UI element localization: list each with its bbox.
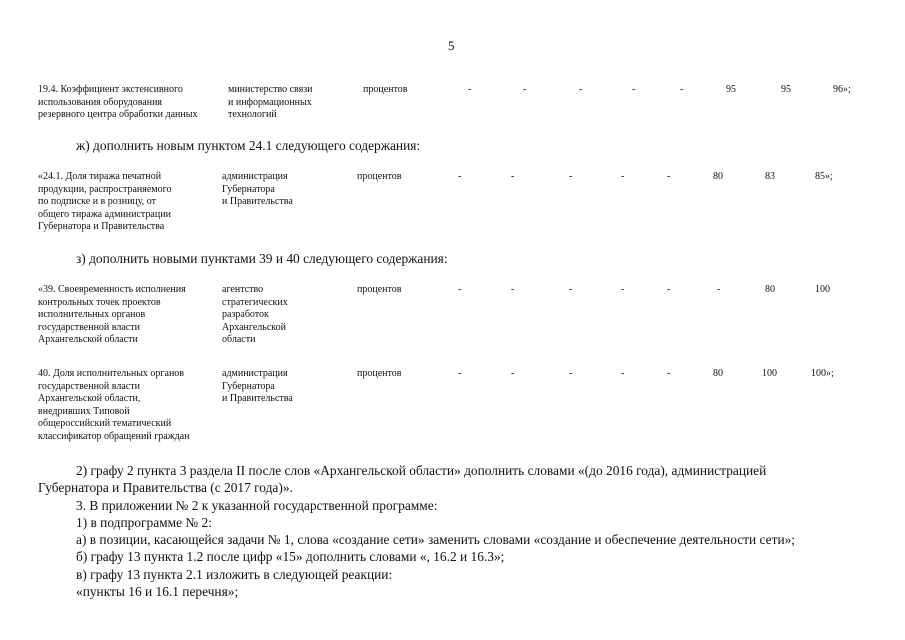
value-cell: 95 bbox=[781, 84, 791, 95]
page-number: 5 bbox=[448, 38, 455, 53]
value-cell: 80 bbox=[713, 368, 723, 379]
value-cell: 100»; bbox=[811, 368, 834, 379]
value-cell: - bbox=[569, 368, 573, 379]
value-cell: - bbox=[621, 171, 625, 182]
paragraph-zh: ж) дополнить новым пунктом 24.1 следующего содержания: bbox=[76, 138, 421, 153]
value-cell: 85»; bbox=[815, 171, 833, 182]
paragraph-2-line2: Губернатора и Правительства (с 2017 года)». bbox=[38, 480, 293, 495]
value-cell: - bbox=[511, 368, 515, 379]
value-cell: 80 bbox=[765, 284, 775, 295]
value-cell: - bbox=[717, 284, 721, 295]
value-cell: 95 bbox=[726, 84, 736, 95]
value-cell: 96»; bbox=[833, 84, 851, 95]
indicator-name: 40. Доля исполнительных органов государственной власти Архангельской области, внедривших Типовой общероссийский тематический классификатор обращений граждан bbox=[38, 368, 190, 442]
unit: процентов bbox=[357, 284, 402, 295]
unit: процентов bbox=[357, 171, 402, 182]
indicator-name: «24.1. Доля тиража печатной продукции, распространяемого по подписке и в розницу, от общего тиража администрации Губернатора и Правительства bbox=[38, 171, 172, 232]
value-cell: - bbox=[468, 84, 472, 95]
paragraph-3-v: в) графу 13 пункта 2.1 изложить в следующей реакции: bbox=[76, 567, 393, 582]
indicator-name: «39. Своевременность исполнения контрольных точек проектов исполнительных органов государственной власти Архангельской области bbox=[38, 284, 186, 345]
value-cell: 80 bbox=[713, 171, 723, 182]
value-cell: - bbox=[632, 84, 636, 95]
value-cell: - bbox=[458, 284, 462, 295]
executor: администрация Губернатора и Правительства bbox=[222, 368, 293, 404]
unit: процентов bbox=[357, 368, 402, 379]
value-cell: - bbox=[667, 171, 671, 182]
value-cell: - bbox=[621, 368, 625, 379]
value-cell: 100 bbox=[762, 368, 777, 379]
paragraph-3: 3. В приложении № 2 к указанной государственной программе: bbox=[76, 498, 438, 513]
paragraph-z: з) дополнить новыми пунктами 39 и 40 следующего содержания: bbox=[76, 251, 448, 266]
value-cell: - bbox=[511, 284, 515, 295]
indicator-name: 19.4. Коэффициент экстенсивного использования оборудования резервного центра обработки данных bbox=[38, 84, 198, 120]
paragraph-3-1: 1) в подпрограмме № 2: bbox=[76, 515, 212, 530]
value-cell: - bbox=[680, 84, 684, 95]
value-cell: - bbox=[458, 368, 462, 379]
value-cell: - bbox=[667, 284, 671, 295]
value-cell: 83 bbox=[765, 171, 775, 182]
value-cell: - bbox=[569, 171, 573, 182]
executor: администрация Губернатора и Правительства bbox=[222, 171, 293, 207]
unit: процентов bbox=[363, 84, 408, 95]
executor: министерство связи и информационных технологий bbox=[228, 84, 313, 120]
value-cell: - bbox=[579, 84, 583, 95]
value-cell: - bbox=[621, 284, 625, 295]
paragraph-3-a: а) в позиции, касающейся задачи № 1, слова «создание сети» заменить словами «создание и обеспечение деятельности сети»; bbox=[76, 532, 796, 547]
value-cell: 100 bbox=[815, 284, 830, 295]
value-cell: - bbox=[458, 171, 462, 182]
executor: агентство стратегических разработок Архангельской области bbox=[222, 284, 288, 345]
value-cell: - bbox=[569, 284, 573, 295]
value-cell: - bbox=[511, 171, 515, 182]
paragraph-3-quote: «пункты 16 и 16.1 перечня»; bbox=[76, 584, 239, 599]
paragraph-2-line1: 2) графу 2 пункта 3 раздела II после слов «Архангельской области» дополнить словами «(до 2016 года), администрацией bbox=[76, 463, 767, 478]
value-cell: - bbox=[523, 84, 527, 95]
value-cell: - bbox=[667, 368, 671, 379]
paragraph-3-b: б) графу 13 пункта 1.2 после цифр «15» дополнить словами «, 16.2 и 16.3»; bbox=[76, 549, 505, 564]
